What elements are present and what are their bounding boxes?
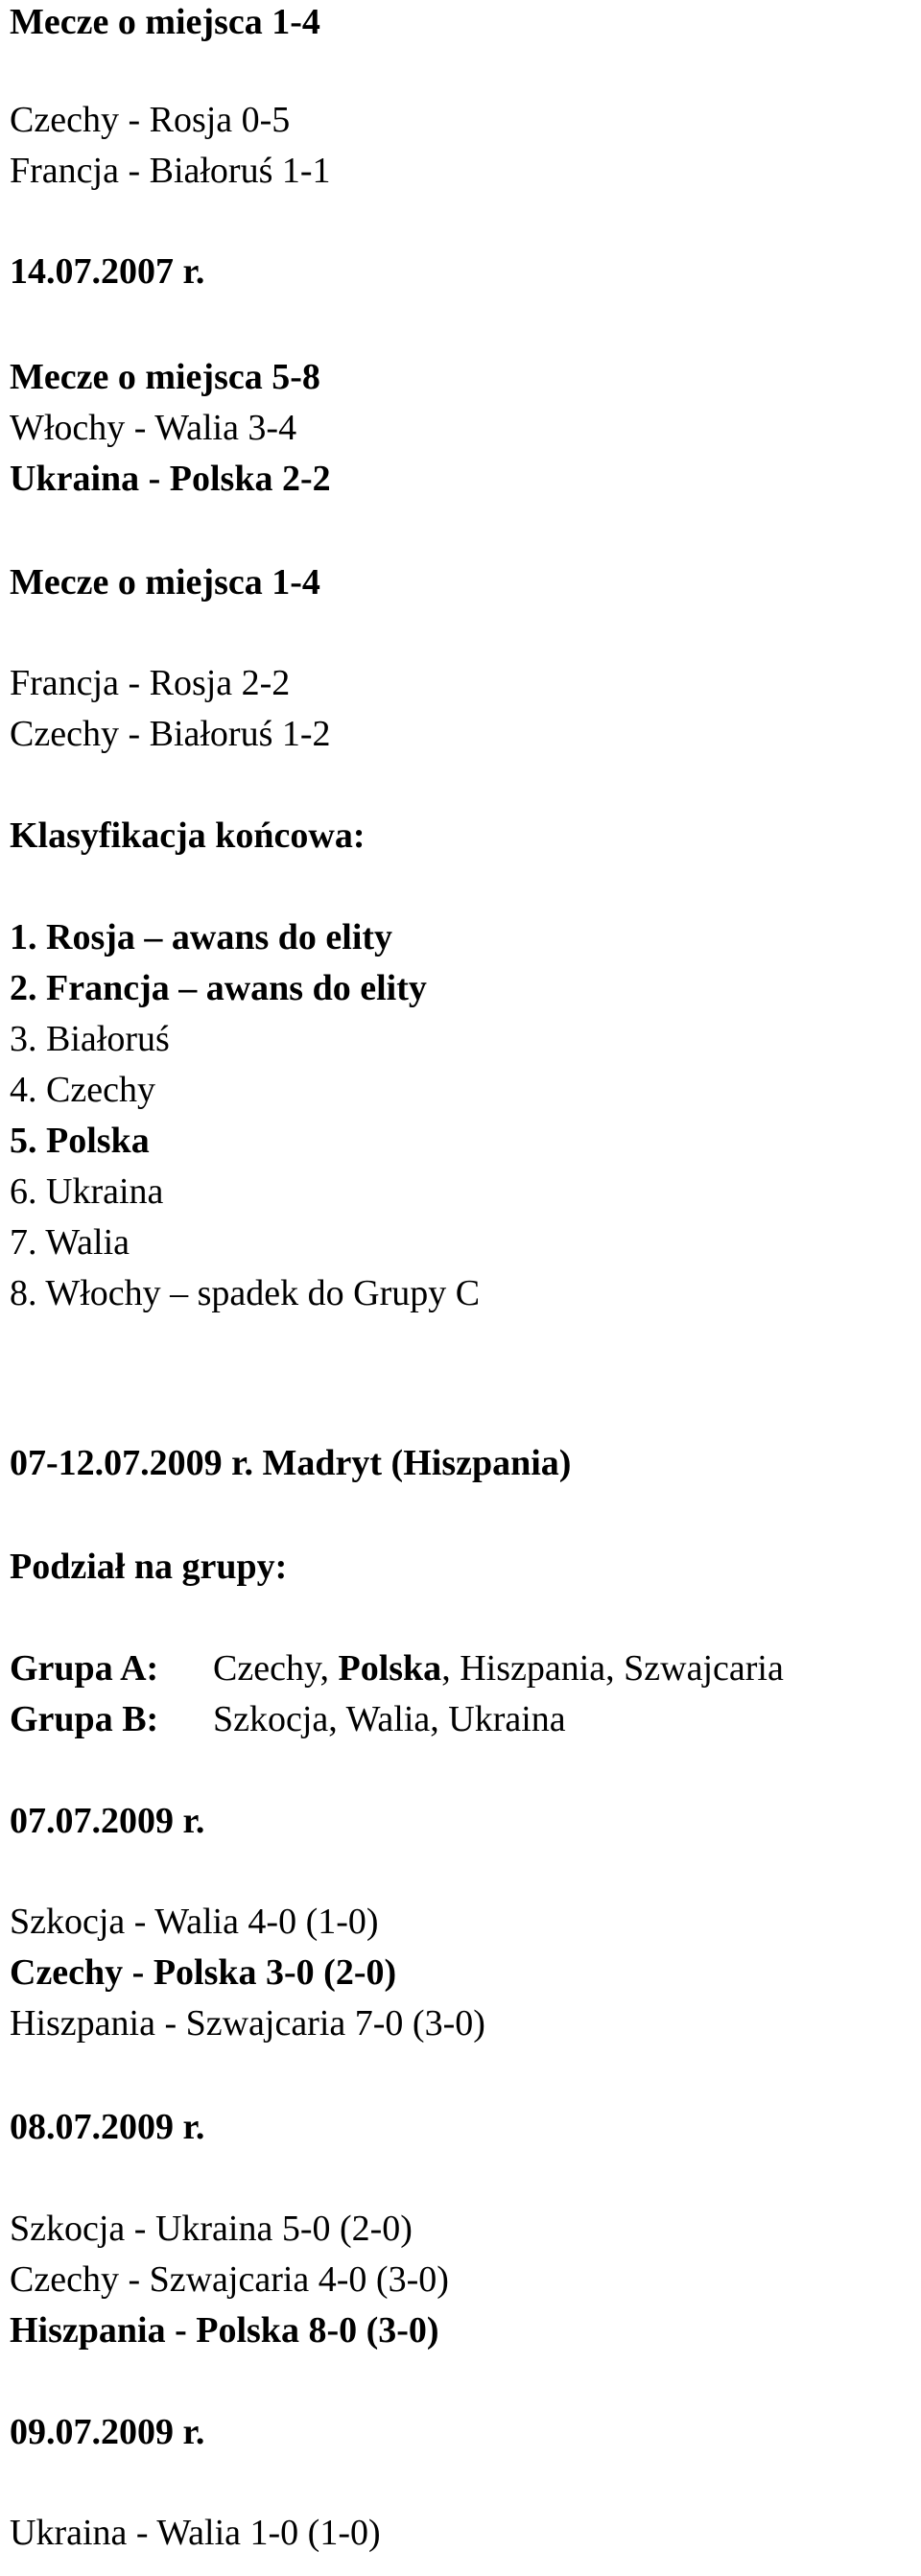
- group-b-label: Grupa B:: [10, 1699, 159, 1739]
- ranking-item: 7. Walia: [10, 1222, 130, 1263]
- match-line: Włochy - Walia 3-4: [10, 408, 297, 448]
- match-line: Czechy - Polska 3-0 (2-0): [10, 1952, 397, 1993]
- ranking-item: 2. Francja – awans do elity: [10, 968, 427, 1008]
- section-heading: Mecze o miejsca 1-4: [10, 562, 320, 603]
- ranking-item: 8. Włochy – spadek do Grupy C: [10, 1273, 481, 1313]
- group-a-team-highlight: Polska: [338, 1648, 442, 1689]
- group-a-team: Czechy,: [213, 1648, 329, 1689]
- match-line: Czechy - Szwajcaria 4-0 (3-0): [10, 2259, 449, 2300]
- match-line: Czechy - Białoruś 1-2: [10, 714, 331, 754]
- date-heading: 14.07.2007 r.: [10, 251, 205, 292]
- date-heading: 08.07.2009 r.: [10, 2107, 205, 2147]
- match-line: Czechy - Rosja 0-5: [10, 100, 291, 140]
- match-line: Szkocja - Walia 4-0 (1-0): [10, 1902, 379, 1942]
- section-heading: Mecze o miejsca 5-8: [10, 357, 320, 397]
- match-line: Hiszpania - Polska 8-0 (3-0): [10, 2310, 439, 2351]
- match-line: Hiszpania - Szwajcaria 7-0 (3-0): [10, 2003, 485, 2044]
- section-heading: Mecze o miejsca 1-4: [10, 2, 320, 42]
- match-line: Francja - Białoruś 1-1: [10, 151, 331, 191]
- group-a-line: [10, 1646, 784, 1690]
- date-heading: 07.07.2009 r.: [10, 1801, 205, 1841]
- ranking-item: 5. Polska: [10, 1121, 150, 1161]
- ranking-item: 3. Białoruś: [10, 1019, 170, 1059]
- groups-heading: Podział na grupy:: [10, 1547, 288, 1587]
- ranking-item: 6. Ukraina: [10, 1171, 164, 1212]
- ranking-item: 1. Rosja – awans do elity: [10, 917, 393, 957]
- group-b-teams: Szkocja, Walia, Ukraina: [213, 1699, 566, 1739]
- date-heading: 09.07.2009 r.: [10, 2412, 205, 2452]
- ranking-heading: Klasyfikacja końcowa:: [10, 815, 366, 856]
- match-line: Szkocja - Ukraina 5-0 (2-0): [10, 2209, 413, 2249]
- group-a-teams: , Hiszpania, Szwajcaria: [441, 1648, 784, 1689]
- tournament-header: 07-12.07.2009 r. Madryt (Hiszpania): [10, 1443, 572, 1483]
- group-a-label: Grupa A:: [10, 1648, 159, 1689]
- match-line: Ukraina - Polska 2-2: [10, 459, 331, 499]
- match-line: Ukraina - Walia 1-0 (1-0): [10, 2513, 381, 2553]
- group-b-line: [10, 1697, 566, 1741]
- ranking-item: 4. Czechy: [10, 1070, 155, 1110]
- match-line: Francja - Rosja 2-2: [10, 663, 291, 703]
